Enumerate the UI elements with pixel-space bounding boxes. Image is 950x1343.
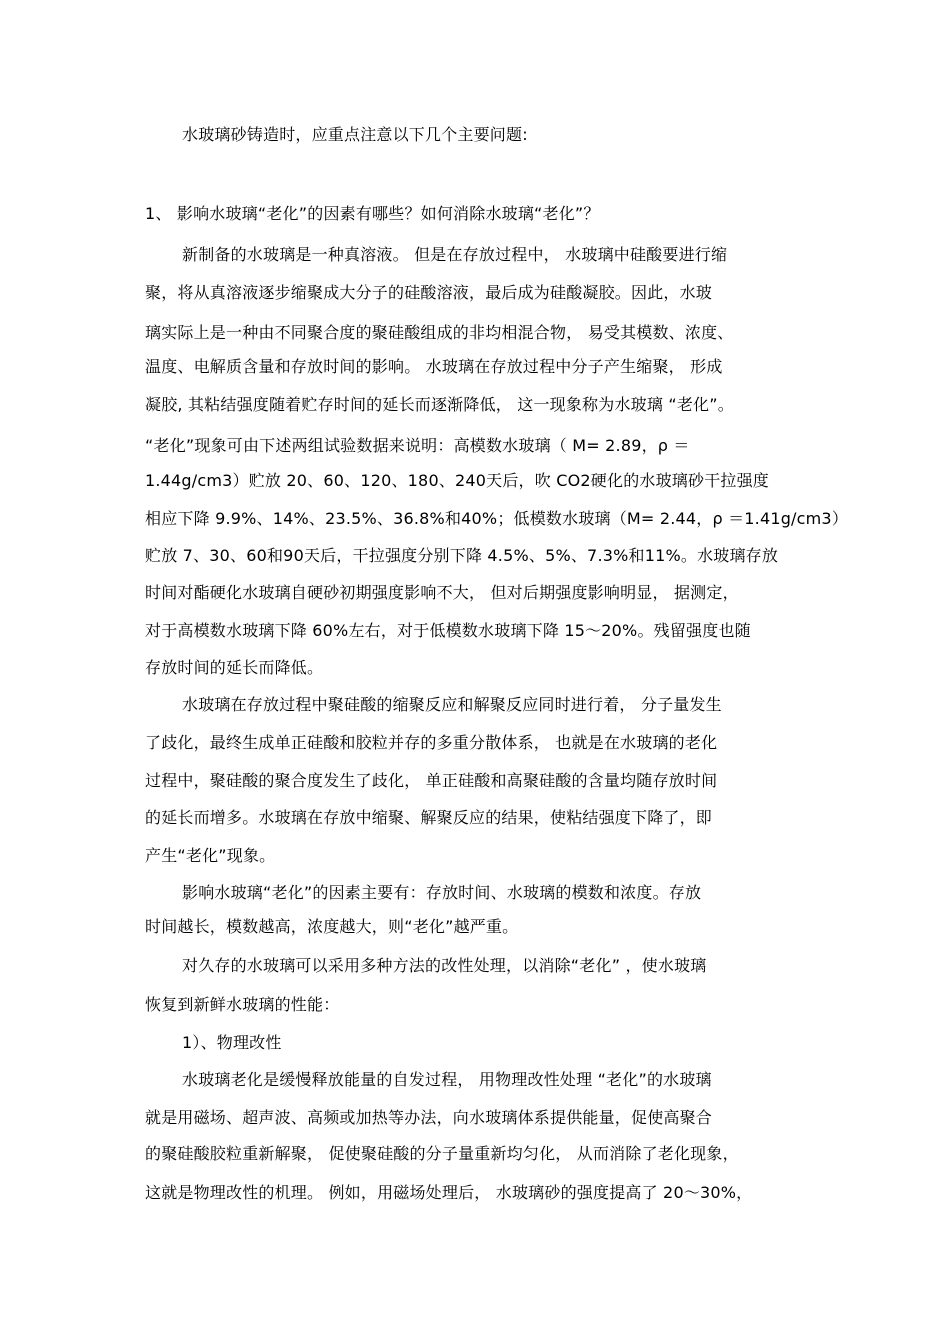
paragraph-line: “老化”现象可由下述两组试验数据来说明：高模数水玻璃（ M= 2.89，ρ ＝ [145,436,690,455]
paragraph-line: 就是用磁场、超声波、高频或加热等办法，向水玻璃体系提供能量，促使高聚合 [145,1108,713,1127]
paragraph-line: 的延长而增多。水玻璃在存放中缩聚、解聚反应的结果，使粘结强度下降了，即 [145,808,713,827]
paragraph-line: 1.44g/cm3）贮放 20、60、120、180、240天后，吹 CO2硬化的水玻璃砂干拉强度 [145,471,769,490]
paragraph-line: 恢复到新鲜水玻璃的性能： [145,995,340,1014]
paragraph-line: 了歧化，最终生成单正硅酸和胶粒并存的多重分散体系， 也就是在水玻璃的老化 [145,733,718,752]
paragraph-line: 过程中，聚硅酸的聚合度发生了歧化， 单正硅酸和高聚硅酸的含量均随存放时间 [145,771,718,790]
paragraph-line: 1）、物理改性 [182,1033,282,1052]
paragraph-line: 影响水玻璃“老化”的因素主要有：存放时间、水玻璃的模数和浓度。存放 [182,883,702,902]
paragraph-line: 相应下降 9.9%、14%、23.5%、36.8%和40%；低模数水玻璃（M= 2.44，ρ ＝1.41g/cm3） [145,509,849,528]
paragraph-line: 温度、电解质含量和存放时间的影响。 水玻璃在存放过程中分子产生缩聚， 形成 [145,357,723,376]
paragraph-line: 新制备的水玻璃是一种真溶液。 但是在存放过程中， 水玻璃中硅酸要进行缩 [182,245,728,264]
paragraph-line: 的聚硅酸胶粒重新解聚， 促使聚硅酸的分子量重新均匀化， 从而消除了老化现象， [145,1144,739,1163]
paragraph-line: 产生“老化”现象。 [145,846,276,865]
paragraph-line: 水玻璃在存放过程中聚硅酸的缩聚反应和解聚反应同时进行着， 分子量发生 [182,695,722,714]
paragraph-line: 时间越长，模数越高，浓度越大，则“老化”越严重。 [145,917,519,936]
intro-line: 水玻璃砂铸造时，应重点注意以下几个主要问题: [182,125,528,144]
paragraph-line: 水玻璃老化是缓慢释放能量的自发过程， 用物理改性处理 “老化”的水玻璃 [182,1070,712,1089]
paragraph-line: 对久存的水玻璃可以采用多种方法的改性处理，以消除“老化” ，使水玻璃 [182,956,707,975]
paragraph-line: 存放时间的延长而降低。 [145,658,324,677]
paragraph-line: 对于高模数水玻璃下降 60%左右，对于低模数水玻璃下降 15～20%。残留强度也随 [145,621,751,640]
section-heading: 1、 影响水玻璃“老化”的因素有哪些？如何消除水玻璃“老化”？ [145,204,600,223]
paragraph-line: 贮放 7、30、60和90天后，干拉强度分别下降 4.5%、5%、7.3%和11%。水玻璃存放 [145,546,779,565]
paragraph-line: 聚，将从真溶液逐步缩聚成大分子的硅酸溶液，最后成为硅酸凝胶。因此，水玻 [145,283,713,302]
paragraph-line: 璃实际上是一种由不同聚合度的聚硅酸组成的非均相混合物， 易受其模数、浓度、 [145,323,734,342]
paragraph-line: 凝胶, 其粘结强度随着贮存时间的延长而逐渐降低， 这一现象称为水玻璃 “老化”。 [145,395,734,414]
paragraph-line: 时间对酯硬化水玻璃自硬砂初期强度影响不大， 但对后期强度影响明显， 据测定， [145,583,739,602]
paragraph-line: 这就是物理改性的机理。 例如，用磁场处理后， 水玻璃砂的强度提高了 20～30%， [145,1183,753,1202]
